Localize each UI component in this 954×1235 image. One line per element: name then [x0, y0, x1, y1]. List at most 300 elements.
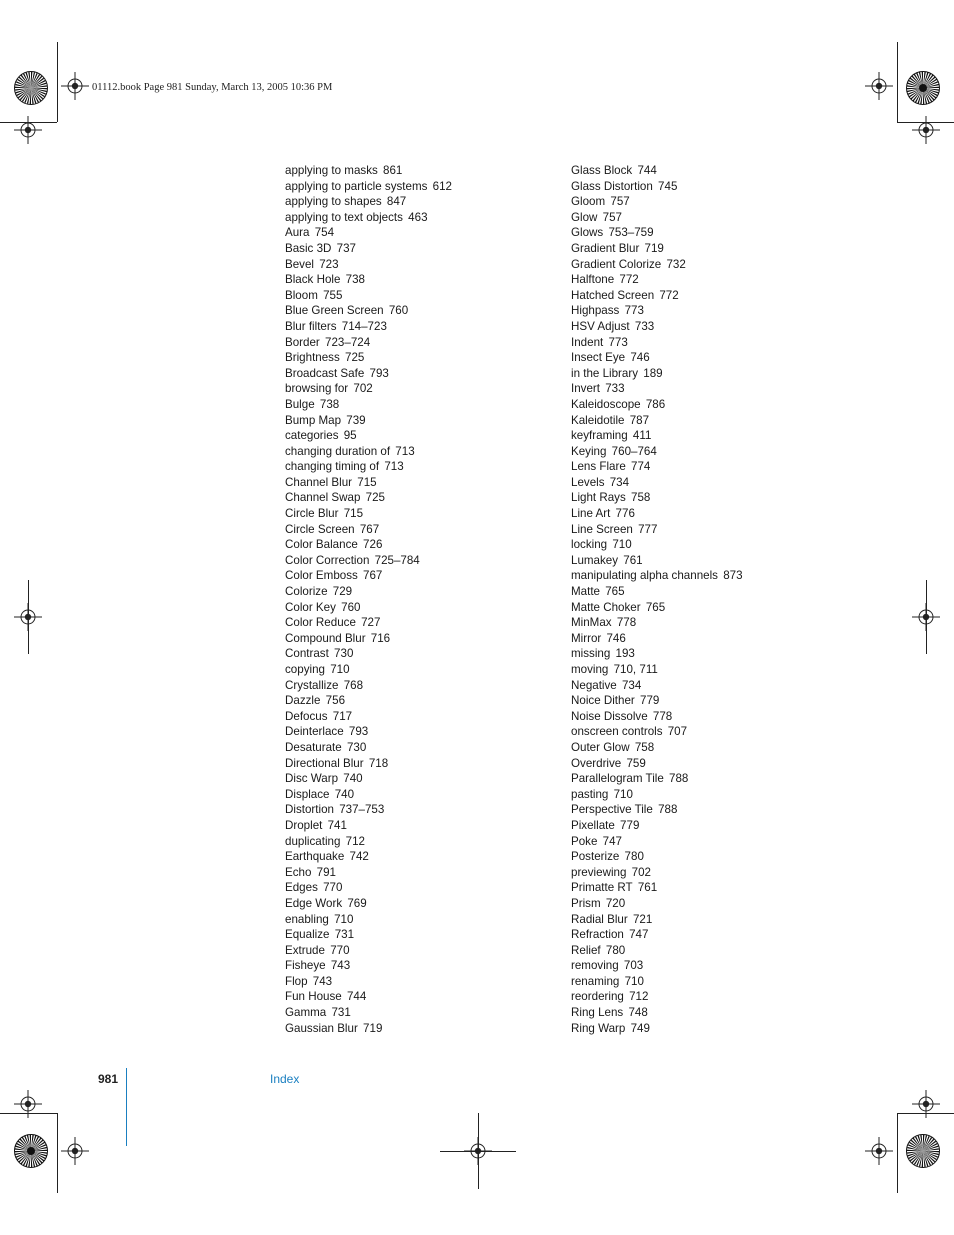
index-entry [285, 771, 555, 787]
index-page-ref: 758 [634, 740, 655, 754]
index-entry [571, 257, 841, 273]
index-entry [285, 740, 555, 756]
index-entry [571, 163, 841, 179]
registration-line [28, 580, 29, 654]
index-entry [285, 802, 555, 818]
index-page-ref: 710, 711 [613, 663, 658, 676]
index-term: applying to text objects [285, 210, 403, 224]
index-term: Noice Dither [571, 694, 635, 708]
index-entry [571, 646, 841, 662]
index-term: applying to particle systems [285, 179, 428, 193]
index-entry [285, 241, 555, 257]
index-entry [285, 974, 555, 990]
index-entry [285, 210, 555, 226]
index-term: Ring Warp [571, 1021, 626, 1035]
index-term: Bevel [285, 257, 315, 271]
index-entry [285, 522, 555, 538]
index-page-ref: 761 [637, 881, 658, 895]
index-page-ref: 740 [334, 787, 355, 801]
index-term: Invert [571, 382, 600, 396]
index-term: Relief [571, 943, 601, 957]
index-term: Primatte RT [571, 881, 633, 895]
index-term: Mirror [571, 631, 602, 645]
index-page-ref: 726 [363, 538, 383, 552]
index-page-ref: 744 [637, 164, 657, 177]
index-entry [285, 584, 555, 600]
index-entry [285, 1005, 555, 1021]
index-page-ref: 702 [631, 865, 651, 879]
index-entry [285, 818, 555, 834]
index-term: Matte [571, 585, 600, 599]
index-entry [571, 693, 841, 709]
index-page-ref: 720 [605, 896, 626, 910]
index-term: Perspective Tile [571, 803, 653, 817]
index-entry [285, 163, 555, 179]
index-entry [571, 771, 841, 787]
index-term: Deinterlace [285, 725, 344, 739]
registration-line [926, 580, 927, 654]
index-entry [285, 335, 555, 351]
footer-rule [126, 1068, 127, 1146]
index-page-ref: 738 [345, 273, 365, 287]
index-page-ref: 788 [658, 803, 678, 817]
index-page-ref: 714–723 [341, 319, 387, 333]
index-term: Extrude [285, 943, 325, 957]
index-page-ref: 765 [605, 585, 625, 599]
index-term: removing [571, 959, 619, 973]
index-term: Echo [285, 865, 312, 879]
registration-target-icon [14, 1090, 42, 1118]
index-term: renaming [571, 974, 620, 988]
index-page-ref: 749 [630, 1021, 650, 1035]
index-page-ref: 756 [325, 694, 346, 708]
index-page-ref: 730 [346, 740, 367, 754]
index-term: Equalize [285, 928, 330, 942]
index-entry [285, 568, 555, 584]
index-term: Gradient Colorize [571, 257, 662, 271]
index-term: Radial Blur [571, 912, 628, 926]
index-entry [571, 927, 841, 943]
index-page-ref: 743 [330, 959, 351, 973]
index-term: Border [285, 335, 320, 349]
index-page-ref: 780 [624, 850, 644, 864]
index-entry [285, 272, 555, 288]
index-entry [285, 444, 555, 460]
index-term: Highpass [571, 304, 620, 318]
index-entry [571, 974, 841, 990]
index-page-ref: 772 [619, 273, 639, 287]
index-page-ref: 770 [330, 943, 350, 957]
index-page-ref: 779 [640, 694, 660, 708]
index-page-ref: 710 [330, 663, 350, 676]
index-term: Posterize [571, 850, 620, 864]
index-entry [571, 490, 841, 506]
index-page-ref: 612 [432, 179, 452, 193]
index-term: Fisheye [285, 959, 326, 973]
index-page-ref: 95 [343, 429, 357, 443]
index-term: Bloom [285, 288, 318, 302]
index-term: Glass Block [571, 164, 633, 177]
index-page-ref: 776 [615, 507, 635, 521]
index-term: Negative [571, 678, 617, 692]
index-page-ref: 748 [628, 1006, 648, 1020]
index-entry [571, 522, 841, 538]
index-page-ref: 755 [323, 288, 343, 302]
index-entry [571, 413, 841, 429]
index-term: Light Rays [571, 491, 626, 505]
index-page-ref: 760 [388, 304, 409, 318]
index-term: locking [571, 538, 608, 552]
index-entry [571, 537, 841, 553]
index-entry [571, 678, 841, 694]
index-entry [571, 865, 841, 881]
index-entry [285, 756, 555, 772]
starburst-mark-bottom-right [906, 1134, 940, 1168]
index-term: Keying [571, 444, 607, 458]
index-entry [571, 366, 841, 382]
index-entry [285, 631, 555, 647]
index-term: keyframing [571, 429, 628, 443]
index-entry [571, 288, 841, 304]
index-entry [285, 381, 555, 397]
index-term: Gloom [571, 195, 606, 209]
index-entry [285, 225, 555, 241]
index-page-ref: 723 [319, 257, 339, 271]
index-term: missing [571, 647, 611, 661]
index-term: Compound Blur [285, 631, 366, 645]
index-entry [571, 1005, 841, 1021]
index-entry [571, 428, 841, 444]
index-entry [285, 413, 555, 429]
index-page-ref: 777 [638, 522, 658, 536]
index-entry [571, 880, 841, 896]
index-entry [571, 756, 841, 772]
index-entry [285, 662, 555, 678]
index-term: Desaturate [285, 740, 342, 754]
index-term: Glows [571, 226, 604, 240]
index-entry [285, 678, 555, 694]
index-page-ref: 721 [632, 912, 653, 926]
index-page-ref: 788 [669, 772, 689, 786]
index-term: moving [571, 663, 609, 676]
index-entry [285, 475, 555, 491]
index-term: Dazzle [285, 694, 321, 708]
starburst-mark-top-left [14, 71, 48, 105]
index-entry [285, 459, 555, 475]
index-term: Insect Eye [571, 351, 626, 365]
index-term: applying to masks [285, 164, 378, 177]
index-page-ref: 746 [606, 631, 626, 645]
index-term: Directional Blur [285, 756, 364, 770]
index-entry [571, 787, 841, 803]
registration-target-icon [912, 1090, 940, 1118]
index-page-ref: 758 [631, 491, 651, 505]
index-entry [571, 584, 841, 600]
index-page-ref: 761 [623, 553, 643, 567]
index-entry [285, 849, 555, 865]
index-entry [571, 662, 841, 678]
index-page-ref: 411 [632, 429, 652, 443]
index-term: browsing for [285, 382, 349, 396]
index-term: Line Art [571, 507, 611, 521]
index-page-ref: 744 [346, 990, 367, 1004]
section-label: Index [270, 1072, 300, 1086]
index-page-ref: 873 [723, 569, 743, 583]
index-page-ref: 743 [312, 974, 333, 988]
index-term: Disc Warp [285, 772, 339, 786]
index-page-ref: 718 [368, 756, 389, 770]
index-page-ref: 778 [652, 709, 673, 723]
index-term: Hatched Screen [571, 288, 655, 302]
index-entry [571, 896, 841, 912]
index-term: Fun House [285, 990, 342, 1004]
index-term: previewing [571, 865, 627, 879]
index-term: categories [285, 429, 339, 443]
index-term: Color Balance [285, 538, 358, 552]
index-term: Levels [571, 475, 605, 489]
index-entry [571, 943, 841, 959]
index-term: onscreen controls [571, 725, 663, 739]
index-term: changing timing of [285, 460, 380, 474]
index-page-ref: 725–784 [374, 553, 420, 567]
index-term: Overdrive [571, 756, 622, 770]
index-page-ref: 793 [369, 366, 389, 380]
page-number: 981 [98, 1072, 119, 1086]
index-entry [285, 693, 555, 709]
index-page-ref: 710 [624, 974, 644, 988]
index-entry [571, 631, 841, 647]
index-page-ref: 791 [316, 865, 336, 879]
index-page-ref: 739 [346, 413, 366, 427]
index-page-ref: 713 [384, 460, 404, 474]
index-entry [571, 740, 841, 756]
index-entry [285, 1021, 555, 1037]
index-page-ref: 737–753 [339, 803, 385, 817]
index-page-ref: 745 [658, 179, 678, 193]
index-entry [571, 709, 841, 725]
index-page-ref: 767 [359, 522, 380, 536]
index-page-ref: 740 [343, 772, 363, 786]
index-page-ref: 765 [645, 600, 666, 614]
index-term: Earthquake [285, 850, 345, 864]
index-term: Kaleidoscope [571, 397, 641, 411]
index-term: Line Screen [571, 522, 633, 536]
index-term: Glass Distortion [571, 179, 653, 193]
index-page-ref: 754 [314, 226, 335, 240]
index-page-ref: 737 [336, 241, 356, 255]
index-term: Matte Choker [571, 600, 641, 614]
index-entry [285, 834, 555, 850]
index-term: Refraction [571, 928, 624, 942]
index-page-ref: 734 [621, 678, 642, 692]
index-term: Black Hole [285, 273, 341, 287]
index-term: Contrast [285, 647, 329, 661]
index-term: Colorize [285, 585, 328, 599]
index-page-ref: 193 [615, 647, 635, 661]
index-term: Halftone [571, 273, 615, 287]
index-entry [285, 303, 555, 319]
index-page-ref: 774 [631, 460, 651, 474]
index-page-ref: 747 [629, 928, 649, 942]
index-term: Droplet [285, 818, 323, 832]
index-term: Pixellate [571, 818, 615, 832]
index-page-ref: 715 [357, 475, 377, 489]
index-term: Color Reduce [285, 616, 356, 630]
index-page-ref: 731 [331, 1006, 351, 1020]
index-entry [285, 880, 555, 896]
index-entry [571, 849, 841, 865]
index-entry [285, 943, 555, 959]
index-entry [571, 958, 841, 974]
index-page-ref: 703 [623, 959, 644, 973]
index-page-ref: 773 [624, 304, 644, 318]
index-term: Color Correction [285, 553, 370, 567]
index-page-ref: 719 [644, 241, 664, 255]
index-entry [571, 350, 841, 366]
index-term: Aura [285, 226, 310, 240]
registration-target-icon [865, 1137, 893, 1165]
index-entry [285, 600, 555, 616]
index-page-ref: 786 [645, 397, 666, 411]
index-page-ref: 760 [341, 600, 361, 614]
crop-line [57, 1113, 58, 1193]
index-page-ref: 189 [643, 366, 663, 380]
index-page-ref: 733 [605, 382, 625, 396]
index-page-ref: 702 [353, 382, 373, 396]
index-entry [571, 459, 841, 475]
index-entry [285, 989, 555, 1005]
index-term: Gradient Blur [571, 241, 640, 255]
index-entry [571, 335, 841, 351]
index-entry [571, 1021, 841, 1037]
index-column-left [285, 163, 555, 1036]
index-page-ref: 861 [383, 164, 403, 177]
index-entry [285, 553, 555, 569]
index-entry [285, 537, 555, 553]
index-entry [571, 397, 841, 413]
index-page-ref: 773 [608, 335, 628, 349]
index-entry [571, 506, 841, 522]
index-page-ref: 742 [349, 850, 369, 864]
index-term: HSV Adjust [571, 319, 630, 333]
index-page-ref: 734 [609, 475, 630, 489]
index-entry [285, 896, 555, 912]
index-page-ref: 772 [659, 288, 679, 302]
index-term: copying [285, 663, 325, 676]
index-page-ref: 770 [323, 881, 343, 895]
index-entry [285, 366, 555, 382]
index-page-ref: 712 [345, 834, 365, 848]
index-term: pasting [571, 787, 609, 801]
index-entry [285, 179, 555, 195]
index-page-ref: 738 [319, 397, 340, 411]
index-entry [571, 241, 841, 257]
crop-line [897, 42, 898, 122]
index-entry [571, 444, 841, 460]
index-page-ref: 713 [395, 444, 415, 458]
index-entry [285, 319, 555, 335]
index-page-ref: 730 [334, 647, 354, 661]
index-page-ref: 715 [343, 507, 364, 521]
index-term: Ring Lens [571, 1006, 624, 1020]
registration-target-icon [865, 72, 893, 100]
index-page-ref: 707 [667, 725, 688, 739]
registration-target-icon [14, 116, 42, 144]
index-entry [571, 615, 841, 631]
index-page-ref: 710 [613, 787, 633, 801]
index-page-ref: 725 [365, 491, 385, 505]
print-slug: 01112.book Page 981 Sunday, March 13, 2005 10:36 PM [92, 82, 333, 93]
index-term: Prism [571, 896, 601, 910]
registration-line [478, 1113, 479, 1189]
index-term: Distortion [285, 803, 334, 817]
index-entry [285, 646, 555, 662]
index-entry [285, 194, 555, 210]
index-term: changing duration of [285, 444, 391, 458]
index-term: Gamma [285, 1006, 327, 1020]
index-entry [285, 490, 555, 506]
registration-target-icon [61, 72, 89, 100]
index-page-ref: 710 [612, 538, 632, 552]
index-entry [571, 179, 841, 195]
index-page-ref: 847 [386, 195, 407, 209]
index-term: Basic 3D [285, 241, 332, 255]
index-entry [571, 568, 841, 584]
index-term: Indent [571, 335, 604, 349]
index-page-ref: 759 [626, 756, 646, 770]
index-term: in the Library [571, 366, 639, 380]
index-term: Brightness [285, 351, 340, 365]
index-term: duplicating [285, 834, 341, 848]
index-term: Color Key [285, 600, 336, 614]
index-entry [571, 272, 841, 288]
index-entry [285, 958, 555, 974]
index-term: Channel Blur [285, 475, 353, 489]
index-term: Lens Flare [571, 460, 626, 474]
index-term: enabling [285, 912, 329, 926]
index-entry [571, 912, 841, 928]
crop-line [897, 1113, 898, 1193]
index-entry [571, 724, 841, 740]
index-term: Displace [285, 787, 330, 801]
index-page-ref: 787 [629, 413, 650, 427]
index-term: Poke [571, 834, 598, 848]
index-term: Broadcast Safe [285, 366, 365, 380]
index-entry [285, 865, 555, 881]
index-term: Kaleidotile [571, 413, 625, 427]
index-term: Crystallize [285, 678, 339, 692]
index-page-ref: 716 [370, 631, 391, 645]
index-entry [571, 475, 841, 491]
index-entry [571, 802, 841, 818]
index-page-ref: 767 [363, 569, 383, 583]
index-page-ref: 780 [605, 943, 626, 957]
index-entry [571, 381, 841, 397]
index-page-ref: 757 [610, 195, 630, 209]
index-page-ref: 733 [634, 319, 655, 333]
index-page-ref: 779 [620, 818, 640, 832]
index-page-ref: 757 [602, 210, 622, 224]
index-page-ref: 725 [345, 351, 365, 365]
index-term: Blue Green Screen [285, 304, 384, 318]
starburst-mark-bottom-left [14, 1134, 48, 1168]
index-term: Outer Glow [571, 740, 630, 754]
index-entry [571, 319, 841, 335]
index-term: Edge Work [285, 896, 343, 910]
index-term: Circle Screen [285, 522, 355, 536]
index-entry [285, 428, 555, 444]
index-entry [285, 288, 555, 304]
